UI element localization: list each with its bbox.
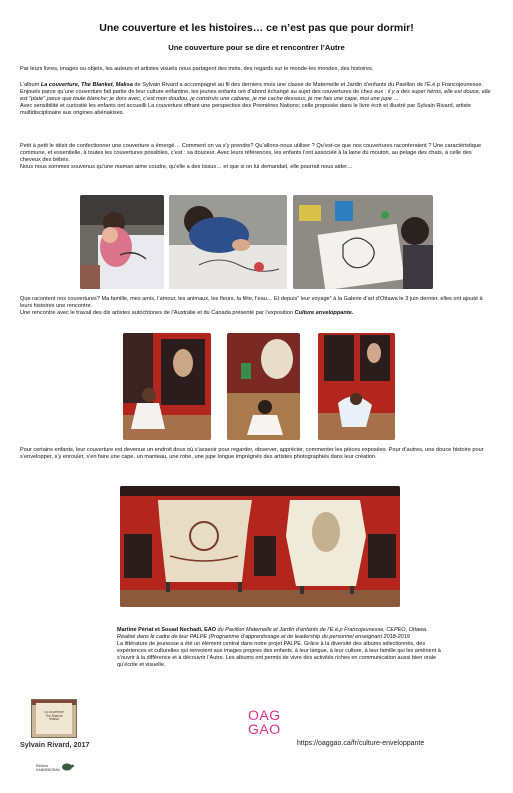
children-quote: il y a des super héros, elle est douce, elle est "plate" parce que toute blanche; je dors avec, c’est mon doudou, je construis une cabane, je me cache dessous, je me fais une cape, moi une jupe … [20, 89, 491, 103]
credits-body: La littérature de jeunesse a été un élément central dans notre projet PALPE. Grâce à la diversité des albums sélectionnés, des expériences et culturelles qui renvoient aux images propres des enfants, à leur langue, à leur culture, à leur famille qui les amènent à s’ouvrir à la différence et à découvrir l’Autre. Les albums ont permis de vivre des activités riches en communication aussi bien orale qu’écrite et visuelle. [117, 640, 441, 668]
credits-authors: Martine Périat et Souad Nechadi, EAO [117, 627, 217, 633]
experience-paragraph: Pour certains enfants, leur couverture est devenue un endroit doux où s’asseoir pour regarder, observer, apprécier, commenter les pièces exposées. Pour d’autres, une douce histoire pour s’envelopper, s’y enrouler, s’en faire une cape, un manteau, une robe, une jupe longue imprégnés des artistes photographiés dans leur création. [20, 447, 484, 461]
album-paragraph: L’album La couverture, The Blanket, Maksa de Sylvain Rivard a accompagné au fil des derniers mois une classe de Maternelle et Jardin d’enfants du Pavillon de l’É.é.p Francojeunesse. Enjoués parce qu’une couverture fait partie de leur culture enfantine, les jeunes enfants ont d’abord échangé au sujet des couvertures de chez eux : il y a des super héros, elle est douce, elle est "plate" parce que toute blanche; je dors avec, c’est mon doudou, je construis une cabane, je me cache dessous, je me fais une cape, moi une jupe … Avec sensibilité et curiosité les enfants ont accueilli La couverture offrant une perspective des Premières Nations; celle proposée dans le livre écrit et illustré par Sylvain Rivard, artiste multidisciplinaire aux origines abénakises. [20, 82, 491, 117]
photo-child-drawing [80, 195, 164, 289]
exhibition-name: Culture enveloppante. [294, 310, 354, 317]
page-subtitle: Une couverture pour se dire et rencontrer l’Autre [168, 43, 345, 52]
book-title: La couverture, The Blanket, Maksa [40, 82, 133, 88]
photo-gallery-child-3 [318, 333, 395, 440]
oag-logo: OAG GAO [248, 707, 281, 737]
publisher-logo: Éditions HANNENORAK [36, 764, 60, 772]
page-title: Une couverture et les histoires… ce n’est pas que pour dormir! [99, 22, 414, 34]
photo-blanket-making [293, 195, 433, 289]
turtle-icon [60, 761, 74, 771]
intro-paragraph: Par leurs livres, images ou objets, les auteurs et artistes visuels nous partagent des mots, des regards sur le monde-les mondes, des histoires. [20, 66, 374, 72]
exhibition-link[interactable]: https://oaggao.ca/fr/culture-enveloppante [297, 740, 425, 747]
photo-gallery-child-1 [123, 333, 211, 440]
book-cover-title: La couverture The Blanket Maksa [36, 703, 72, 734]
photo-exhibition-room [120, 486, 400, 607]
book-cover-image [31, 699, 77, 738]
blanket-paragraph: Petit à petit le désir de confectionner une couverture a émergé… Comment on va s’y prendre? Qu’allons-nous utiliser ? Qu’est-ce que nos couvertures raconteraient ? Une caractéristique commune, et essentielle, à toutes les couvertures possibles, c’est : sa douceur. Avec leurs références, les enfants l’ont associée à la laine du mouton, au pelage des chats, à celle des cheveux des bébés. Nous nous sommes souvenus qu’une maman aime coudre, qu’elle a des tissus… et que si on lui demandait, elle pourrait nous aider… [20, 143, 482, 171]
photo-gallery-child-2 [227, 333, 300, 440]
credits-program: Réalisé dans le cadre de leur PALPE (Programme d’apprentissage et de leadership du personnel enseignant 2018-2019 [117, 633, 410, 640]
stories-paragraph: Que racontent nos couvertures? Ma famille, mes amis, l’amour, les animaux, les fleurs, la fête, l’eau… Et depuis” leur voyage” à la Galerie d’art d’Ottawa le 3 juin dernier, elles ont ajouté à leurs histoires une rencontre. Une rencontre avec le travail des dix artistes autochtones de l’Australie et du Canada présenté par l’exposition Culture enveloppante. [20, 296, 483, 317]
credits-block: Martine Périat et Souad Nechadi, EAO du Pavillon Maternelle et Jardin d’enfants de l’É.é.p Francojeunesse, CEPEO, Ottawa. Réalisé dans le cadre de leur PALPE (Programme d’apprentissage et de leadership du personnel enseignant 2018-2019 La littérature de jeunesse a été un élément central dans notre projet PALPE. Grâce à la diversité des albums sélectionnés, des expériences et culturelles qui renvoient aux images propres des enfants, à leur langue, à leur culture, à leur famille qui les amènent à s’ouvrir à la différence et à découvrir l’Autre. Les albums ont permis de vivre des activités riches en communication aussi bien orale qu’écrite et visuelle. [117, 627, 441, 668]
photo-child-painting [169, 195, 287, 289]
artist-signature: Sylvain Rivard, 2017 [20, 740, 90, 749]
